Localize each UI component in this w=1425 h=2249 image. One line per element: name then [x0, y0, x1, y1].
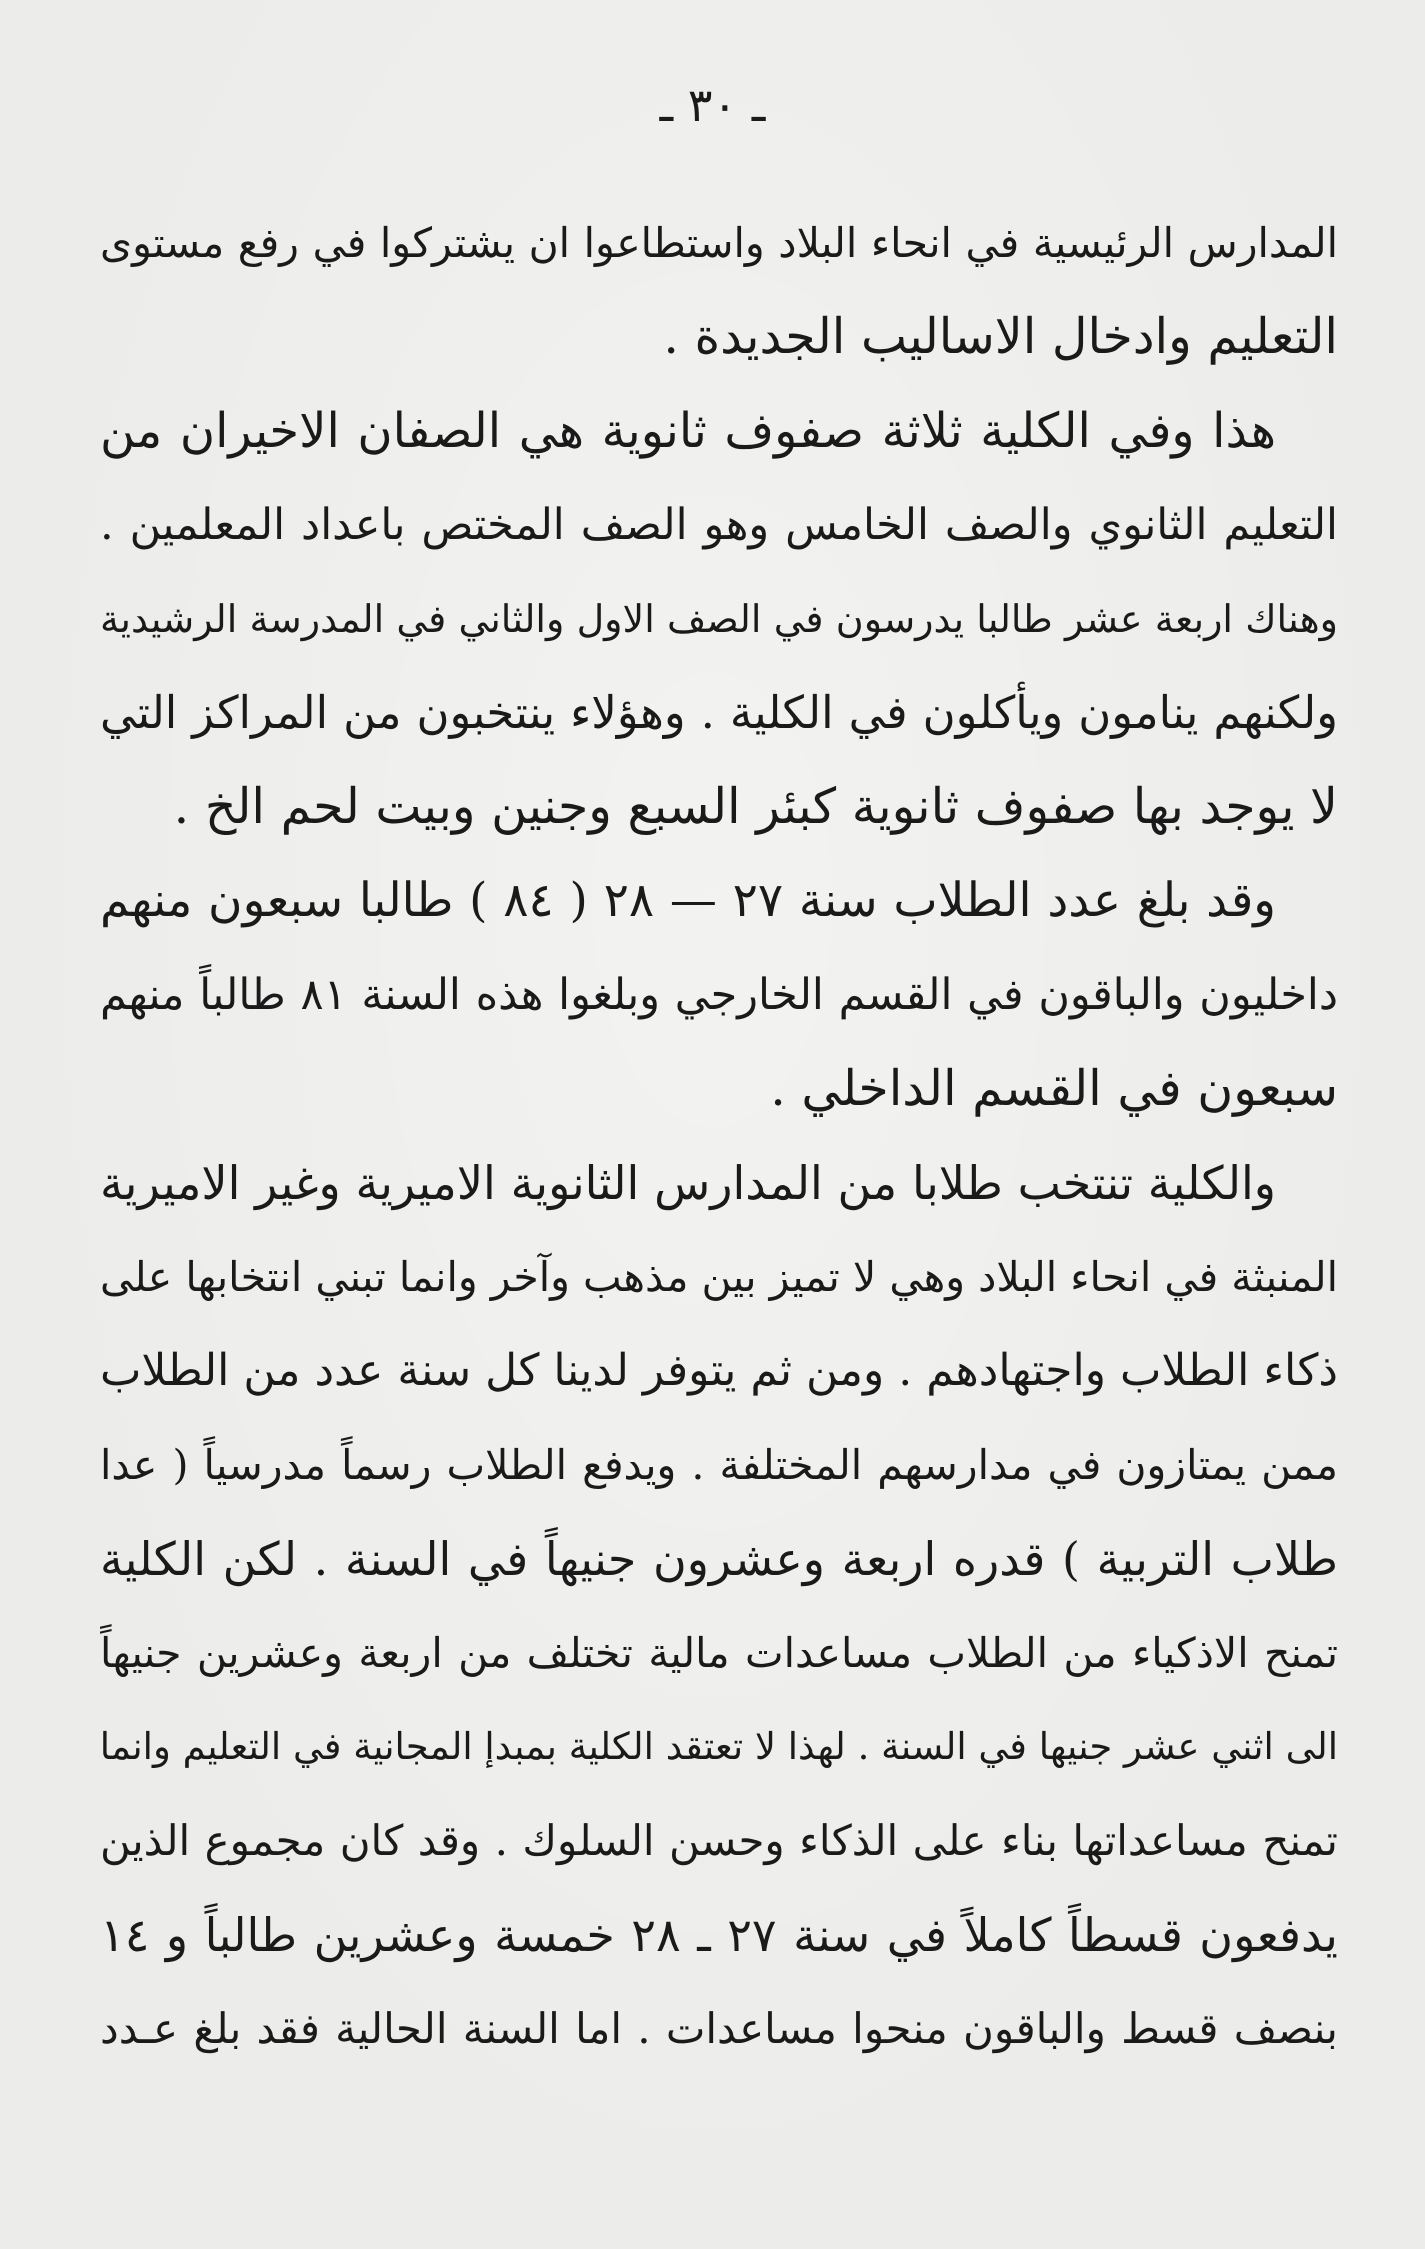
text-line: ذكاء الطلاب واجتهادهم . ومن ثم يتوفر لدينا كل سنة عدد من الطلاب	[100, 1345, 1338, 1396]
text-line: والكلية تنتخب طلابا من المدارس الثانوية الاميرية وغير الاميرية	[100, 1156, 1276, 1210]
text-line: المدارس الرئيسية في انحاء البلاد واستطاعوا ان يشتركوا في رفع مستوى	[100, 219, 1338, 267]
text-line: ممن يمتازون في مدارسهم المختلفة . ويدفع الطلاب رسماً مدرسياً ( عدا	[100, 1441, 1338, 1489]
text-line: هذا وفي الكلية ثلاثة صفوف ثانوية هي الصفان الاخيران من	[100, 403, 1276, 459]
text-line: سبعون في القسم الداخلي .	[770, 1060, 1338, 1117]
text-line: طلاب التربية ) قدره اربعة وعشرون جنيهاً في السنة . لكن الكلية	[100, 1532, 1338, 1586]
text-line: الى اثني عشر جنيها في السنة . لهذا لا تعتقد الكلية بمبدإ المجانية في التعليم وانما	[100, 1725, 1338, 1768]
text-line: تمنح الاذكياء من الطلاب مساعدات مالية تختلف من اربعة وعشرين جنيهاً	[100, 1629, 1338, 1677]
text-line: وقد بلغ عدد الطلاب سنة ٢٧ — ٢٨ ( ٨٤ ) طالبا سبعون منهم	[100, 873, 1276, 928]
text-line: وهناك اربعة عشر طالبا يدرسون في الصف الاول والثاني في المدرسة الرشيدية	[100, 597, 1338, 641]
text-line: التعليم الثانوي والصف الخامس وهو الصف المختص باعداد المعلمين .	[100, 500, 1338, 550]
text-line: ولكنهم ينامون ويأكلون في الكلية . وهؤلاء ينتخبون من المراكز التي	[100, 686, 1338, 739]
page-number: ـ ٣٠ ـ	[659, 78, 766, 132]
text-line: المنبثة في انحاء البلاد وهي لا تميز بين مذهب وآخر وانما تبني انتخابها على	[100, 1253, 1338, 1301]
text-line: التعليم وادخال الاساليب الجديدة .	[663, 308, 1338, 365]
text-line: يدفعون قسطاً كاملاً في سنة ٢٧ ـ ٢٨ خمسة وعشرين طالباً و ١٤	[100, 1908, 1338, 1962]
text-line: لا يوجد بها صفوف ثانوية كبئر السبع وجنين وبيت لحم الخ .	[173, 778, 1338, 835]
body-text	[100, 196, 1338, 2076]
text-line: داخليون والباقون في القسم الخارجي وبلغوا هذه السنة ٨١ طالباً منهم	[100, 970, 1338, 1020]
text-line: تمنح مساعداتها بناء على الذكاء وحسن السلوك . وقد كان مجموع الذين	[100, 1816, 1338, 1865]
text-line: بنصف قسط والباقون منحوا مساعدات . اما السنة الحالية فقد بلغ عـدد	[100, 2004, 1338, 2053]
